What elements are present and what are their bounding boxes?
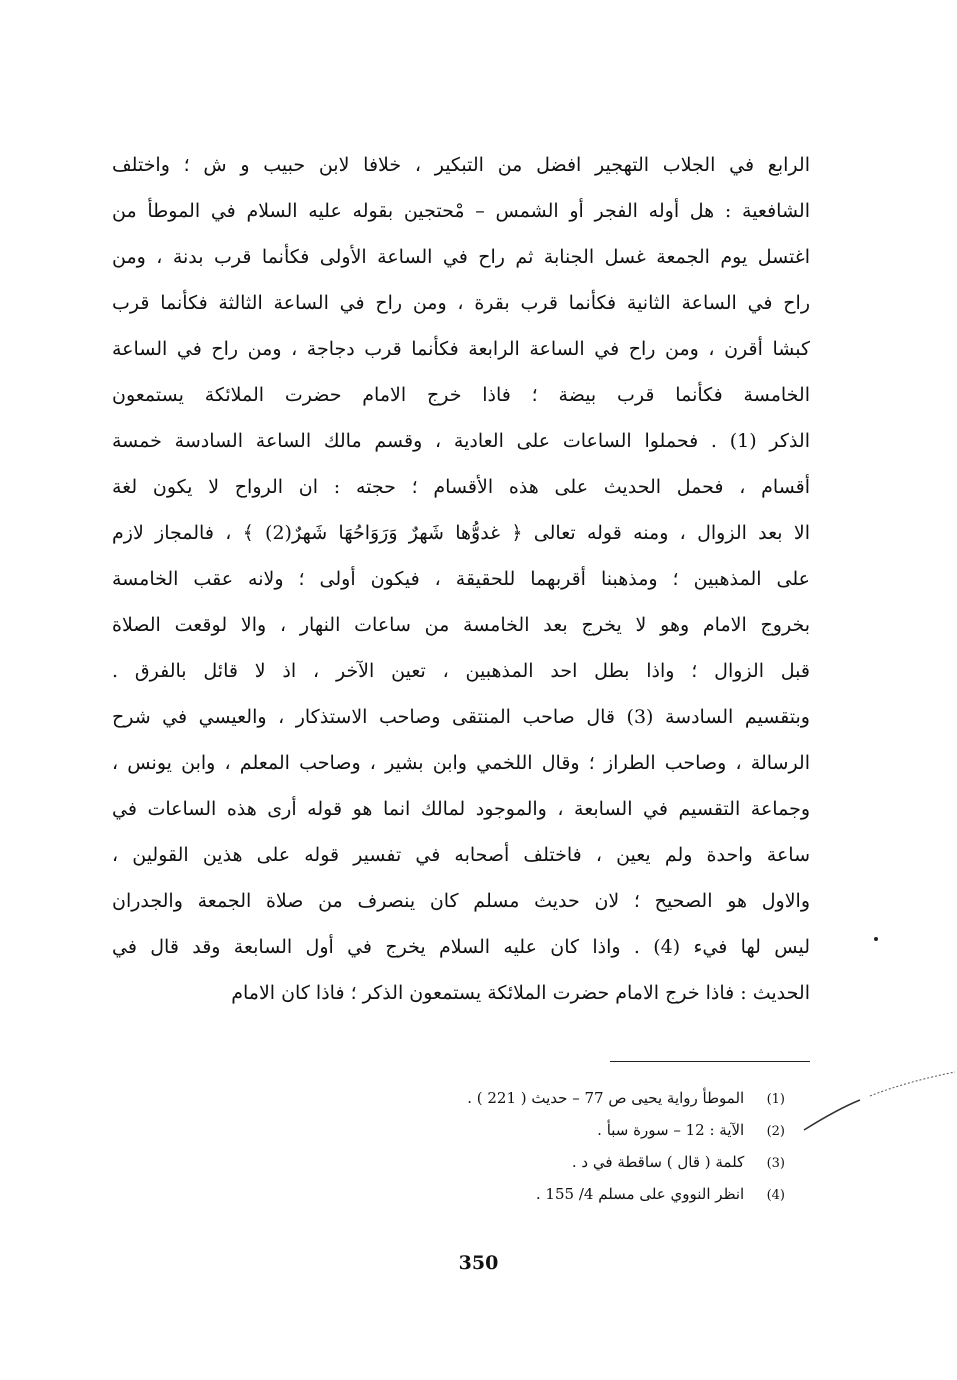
text-line: بخروج الامام وهو لا يخرج بعد الخامسة من ساعات النهار ، والا لوقعت الصلاة (112, 614, 810, 636)
text-line: الشافعية : هل أوله الفجر أو الشمس – مْحتجين بقوله عليه السلام في الموطأ من (112, 200, 810, 222)
footnote-number: (2) (766, 1124, 785, 1139)
text-line: وبتقسيم السادسة (3) قال صاحب المنتقى وصاحب الاستذكار ، والعيسي في شرح (112, 706, 810, 728)
text-line: الخامسة فكأنما قرب بيضة ؛ فاذا خرج الامام حضرت الملائكة يستمعون (112, 384, 810, 406)
text-line: وجماعة التقسيم في السابعة ، والموجود لمالك انما هو قوله أرى هذه الساعات في (112, 798, 810, 820)
footnote-separator (610, 1061, 810, 1062)
text-line: الذكر (1) . فحملوا الساعات على العادية ، وقسم مالك الساعة السادسة خمسة (112, 430, 810, 452)
text-line: ساعة واحدة ولم يعين ، فاختلف أصحابه في تفسير قوله على هذين القولين ، (112, 844, 810, 866)
footnote-number: (1) (766, 1092, 785, 1107)
text-line: على المذهبين ؛ ومذهبنا أقربهما للحقيقة ، فيكون أولى ؛ ولانه عقب الخامسة (112, 568, 810, 590)
footnote-number: (4) (766, 1188, 785, 1203)
text-line: ليس لها فيء (4) . واذا كان عليه السلام يخرج في أول السابعة وقد قال في (112, 936, 810, 958)
footnote (380, 1179, 785, 1211)
footnote (380, 1115, 785, 1147)
footnote-text: الموطأ رواية يحيى ص 77 – حديث ( 221 ) . (467, 1089, 745, 1107)
footnotes (380, 1083, 785, 1211)
text-line: الحديث : فاذا خرج الامام حضرت الملائكة يستمعون الذكر ؛ فاذا كان الامام (231, 982, 810, 1004)
footnote-number: (3) (766, 1156, 785, 1171)
footnote (380, 1083, 785, 1115)
text-line: الا بعد الزوال ، ومنه قوله تعالى ﴿ غدوُّها شَهرٌ وَرَوَاحُهَا شَهرٌ(2) ﴾ ، فالمجاز لازم (112, 522, 810, 544)
text-line: راح في الساعة الثانية فكأنما قرب بقرة ، ومن راح في الساعة الثالثة فكأنما قرب (112, 292, 810, 314)
text-line: اغتسل يوم الجمعة غسل الجنابة ثم راح في الساعة الأولى فكأنما قرب بدنة ، ومن (112, 246, 810, 268)
footnote-text: الآية : 12 – سورة سبأ . (597, 1121, 745, 1139)
text-line: الرسالة ، وصاحب الطراز ؛ وقال اللخمي وابن بشير ، وصاحب المعلم ، وابن يونس ، (112, 752, 810, 774)
text-line: قبل الزوال ؛ واذا بطل احد المذهبين ، تعين الآخر ، اذ لا قائل بالفرق . (112, 660, 810, 682)
page-number: 350 (458, 1252, 499, 1274)
text-line: والاول هو الصحيح ؛ لان حديث مسلم كان ينصرف من صلاة الجمعة والجدران (112, 890, 810, 912)
text-line: كبشا أقرن ، ومن راح في الساعة الرابعة فكأنما قرب دجاجة ، ومن راح في الساعة (112, 338, 810, 360)
body-text (112, 142, 810, 1016)
text-line: الرابع في الجلاب التهجير افضل من التبكير ، خلافا لابن حبيب و ش ؛ واختلف (112, 154, 810, 176)
text-line: أقسام ، فحمل الحديث على هذه الأقسام ؛ حجته : ان الرواح لا يكون لغة (112, 476, 810, 498)
margin-pen-stroke (800, 1068, 957, 1138)
margin-dot (872, 935, 880, 943)
footnote-text: كلمة ( قال ) ساقطة في د . (571, 1153, 745, 1171)
footnote (380, 1147, 785, 1179)
footnote-text: انظر النووي على مسلم 4/ 155 . (535, 1185, 745, 1203)
